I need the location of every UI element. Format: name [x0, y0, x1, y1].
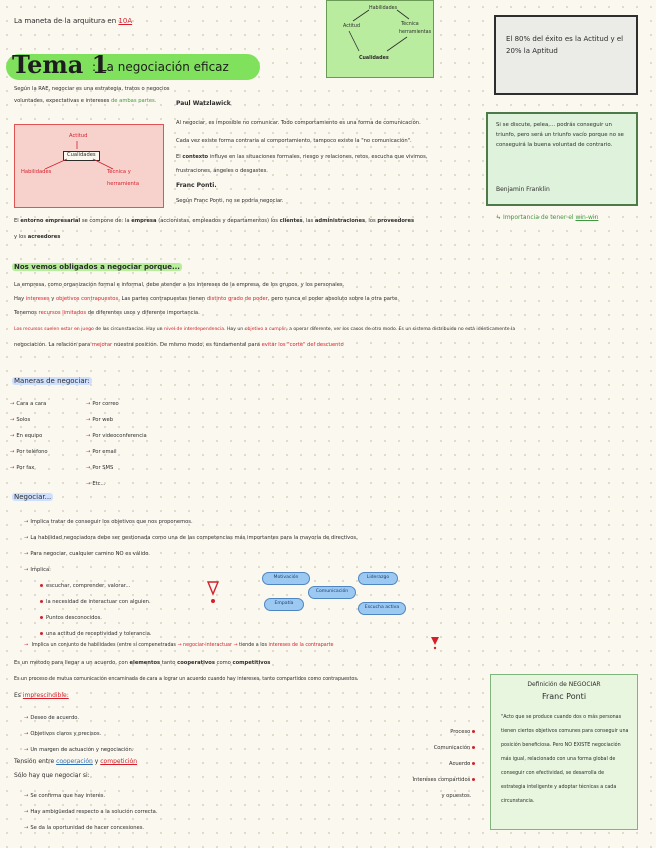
maneras-item-label: Solos [16, 417, 31, 423]
imprescindible-item: → Deseo de acuerdo. [24, 715, 79, 721]
obligado-l2 [14, 296, 399, 304]
negociar-last-line: → Implica un conjunto de habilidades (entre sí compenetradas → negociar-interactuar → tiende a los intereses de la contraparte [24, 643, 334, 648]
solo-item: → Se confirma que hay interés. [24, 793, 106, 799]
section-negociar-heading [12, 494, 53, 502]
entorno-f: clientes [279, 218, 303, 224]
ob-l2d: objetivos contrapuestos [55, 296, 119, 302]
negociar-subitem-label: la necesidad de interactuar con alguien. [46, 599, 151, 605]
entorno-j: proveedores [377, 218, 415, 224]
title-sub: : La negociación eficaz [92, 60, 229, 74]
method-b: elementos [129, 660, 161, 666]
intro-p3a: El [176, 154, 181, 160]
tension-d: competición [100, 758, 138, 765]
quote-box [494, 15, 638, 95]
negociar-last-c: tiende a los [239, 643, 267, 648]
cloud-comunicacion: Comunicación [308, 586, 356, 599]
negociar-subitem [40, 626, 152, 642]
negociar-subitem-label: una actitud de receptividad y tolerancia. [46, 631, 152, 637]
intro-author: Paul Watzlawick [176, 100, 231, 107]
pink-label-actitud: Actitud [69, 133, 88, 139]
entorno-e: (accionistas, empleados y departamentos) los [158, 218, 278, 224]
right-list-label: Comunicación [433, 745, 471, 751]
ob-l4g: , a operar diferente, ver los casos de otro modo. Es un sistema distribuido no está idénticamente la [286, 327, 516, 332]
negociar-last-b: negociar-interactuar [183, 643, 232, 648]
impr-item-label: Deseo de acuerdo. [30, 715, 79, 721]
obligado-l5 [14, 342, 344, 350]
intro-p3c: influye en las situaciones formales, riesgo y relaciones, retos, escucha que vivimos, [209, 154, 428, 160]
negociar-subitems [40, 578, 152, 642]
ob-l4f: objetivo a cumplir [244, 327, 287, 332]
pink-diagram-arrows [15, 125, 163, 207]
tension-a: Tensión entre [14, 758, 55, 765]
ob-l3a: Tenemos [14, 310, 37, 316]
franklin-author: Benjamin Franklin [496, 186, 550, 193]
entorno-c: se compone de: la [81, 218, 130, 224]
ob-l5b: mejorar [91, 342, 113, 348]
arrow-icon: → [177, 643, 182, 648]
maneras-item: → En equipo [10, 433, 43, 439]
solo-item: → Hay ambigüedad respecto a la solución correcta. [24, 809, 158, 815]
top-title [14, 18, 132, 26]
definition-box [490, 674, 638, 830]
solo-item-label: Hay ambigüedad respecto a la solución correcta. [30, 809, 158, 815]
entorno-a: El [14, 218, 19, 224]
intro-line-2a: voluntades, expectativas e intereses [14, 98, 110, 104]
maneras-item: → Solos [10, 417, 31, 423]
cloud-empatia: Empatía [264, 598, 304, 611]
entorno-h: administraciones [314, 218, 366, 224]
negociar-item-label: Implica: [30, 567, 51, 573]
negociar-item: → La habilidad negociadora debe ser gestionada como una de las competencias más importantes para la mayoría de directivos. [24, 535, 358, 541]
quote-text: El 80% del éxito es la Actitud y el 20% la Aptitud [506, 35, 624, 55]
ob-l2g: , pero nunca el poder absoluto sobre la otra parte. [267, 296, 399, 302]
intro-p3b: contexto [182, 154, 209, 160]
maneras-item: → Por fax [10, 465, 35, 471]
section-obligado-heading [12, 264, 182, 272]
intro-p4: frustraciones, ángeles o desgastes. [176, 168, 268, 174]
method-f: competitivos [232, 660, 271, 666]
maneras-item-label: Etc... [92, 481, 106, 487]
negociar-subitem-label: Puntos desconocidos. [46, 615, 102, 621]
maneras-item: → Etc... [86, 481, 106, 487]
solo-heading: Sólo hay que negociar si: [14, 772, 90, 779]
right-list-item [398, 772, 478, 788]
top-diagram [326, 0, 434, 78]
negociar-subitem [40, 594, 152, 610]
negociar-subitem [40, 578, 152, 594]
negociar-last-d: intereses de la contraparte [268, 643, 334, 648]
negociar-item: → Para negociar, cualquier camino NO es válido. [24, 551, 150, 557]
maneras-item: → Cara a cara [10, 401, 47, 407]
maneras-item-label: Por correo [92, 401, 119, 407]
definition-text: "Acto que se produce cuando dos o más personas tienen ciertos objetivos comunes para conseguir una posición beneficiosa. Pero NO EXISTE negociación más igual, relacionado con una forma global de conseguir con efectividad, se desarrolla de estrategia inteligente y adoptar técnicas a cada circunstancia. [501, 715, 629, 804]
intro-p2: Cada vez existe forma contraria al comportamiento, tampoco existe la "no comunicación". [176, 138, 412, 144]
right-list [398, 724, 478, 804]
top-diagram-label-herramientas: herramientas [399, 30, 432, 35]
entorno-2b: acreedores [27, 234, 61, 240]
entorno-2a: y los [14, 234, 27, 240]
negociar-last-a: Implica un conjunto de habilidades (entre sí compenetradas [31, 643, 176, 648]
impr-heading-b: imprescindible: [22, 692, 69, 699]
franklin-box [486, 112, 638, 206]
tension-b: cooperación [56, 758, 93, 765]
maneras-item-label: Por email [92, 449, 117, 455]
maneras-item-label: Cara a cara [16, 401, 47, 407]
ob-l2b: intereses [25, 296, 50, 302]
pink-label-cualidades: Cualidades [63, 151, 100, 161]
right-list-item [398, 724, 478, 740]
ob-l4e: . Hay un [224, 327, 244, 332]
right-list-label: Proceso [450, 729, 471, 735]
ob-l2f: distinto grado de poder [206, 296, 268, 302]
ob-l3c: de diferentes usos y diferente importancia. [87, 310, 200, 316]
top-title-suffix: en [107, 17, 117, 25]
maneras-item: → Por correo [86, 401, 119, 407]
maneras-item-label: Por web [92, 417, 113, 423]
ob-l2c: y [51, 296, 55, 302]
top-diagram-label-actitud: Actitud [343, 24, 361, 29]
right-list-label: Acuerdo [449, 761, 471, 767]
intro-line-2b: de ambas partes. [111, 98, 157, 104]
maneras-item: → Por videoconferencia [86, 433, 147, 439]
top-diagram-arrows [327, 1, 433, 77]
maneras-col-1 [10, 396, 48, 476]
right-list-item [398, 788, 478, 804]
warning-icon-small [430, 636, 440, 650]
pink-label-tecnica: Técnica y [107, 169, 131, 175]
entorno-line-1 [14, 218, 414, 226]
intro-line-2 [14, 98, 156, 106]
ob-l4b: en juego [73, 327, 94, 332]
intro-line-1: Según la RAE, negociar es una estrategia, tratos o negocios [14, 86, 170, 92]
cloud-escucha-activa: Escucha activa [358, 602, 406, 615]
section-maneras-title: Maneras de negociar: [14, 377, 90, 385]
top-title-tag: 10A [118, 17, 133, 25]
ob-l3b: recursos limitados [38, 310, 87, 316]
title-main: Tema 1 [12, 50, 109, 79]
negociar-subitem [40, 610, 152, 626]
maneras-item-label: Por teléfono [16, 449, 48, 455]
obligado-l3 [14, 310, 200, 318]
method-c: tanto [161, 660, 176, 666]
maneras-item: → Por teléfono [10, 449, 48, 455]
right-list-label: y opuestos. [441, 793, 472, 799]
cloud-motivacion: Motivación [262, 572, 310, 585]
ob-l4d: nivel de interdependencia [164, 327, 225, 332]
top-diagram-label-habilidades: Habilidades [369, 6, 398, 11]
solo-item-label: Se da la oportunidad de hacer concesiones. [30, 825, 145, 831]
importance-arrow-icon: ↳ [496, 214, 503, 221]
impr-item-label: Un margen de actuación y negociación. [30, 747, 134, 753]
solo-item-label: Se confirma que hay interés. [30, 793, 106, 799]
imprescindible-items [24, 710, 133, 758]
ob-l2e: . Las partes contrapuestas tienen [118, 296, 206, 302]
obligado-l4 [14, 326, 515, 334]
negociar-items [24, 514, 358, 578]
solo-items [24, 788, 158, 836]
intro-p5: Según Franc Ponti, no se podría negociar. [176, 198, 284, 204]
maneras-item-label: En equipo [16, 433, 43, 439]
section-maneras-heading [12, 378, 92, 386]
right-list-label: Intereses compartidos [412, 777, 471, 783]
importance-note-text: Importancia de tener el [502, 214, 576, 221]
pink-label-habilidades: Habilidades [21, 169, 52, 175]
top-diagram-label-tecnica: Técnica [401, 22, 419, 27]
tension-c: y [94, 758, 99, 765]
entorno-b: entorno empresarial [20, 218, 81, 224]
pink-label-herramienta: herramienta [107, 181, 140, 187]
maneras-col-2 [86, 396, 147, 492]
method-d: cooperativos [177, 660, 215, 666]
negociar-item: → Implica tratar de conseguir los objetivos que nos proponemos. [24, 519, 193, 525]
imprescindible-heading [14, 692, 69, 700]
section-obligado-title: Nos vemos obligados a negociar porque... [14, 263, 180, 271]
intro-p1: Al negociar, es imposible no comunicar. Todo comportamiento es una forma de comunicación. [176, 120, 421, 126]
ob-l5c: nuestra posición. De mismo modo, es fundamental para [113, 342, 260, 348]
franklin-quote: Si se discute, pelea,... podrás conseguir un triunfo, pero será un triunfo vacío porque no se conseguirá la buena voluntad de contrario. [496, 122, 624, 148]
importance-note [496, 214, 598, 222]
pink-diagram [14, 124, 164, 208]
definition-author: Franc Ponti [541, 692, 587, 701]
intro-author-2: Franc Ponti. [176, 182, 217, 189]
negociar-subitem-label: escuchar, comprender, valorar... [46, 583, 131, 589]
imprescindible-item: → Objetivos claros y precisos. [24, 731, 102, 737]
negociar-method [14, 660, 270, 668]
maneras-item: → Por web [86, 417, 113, 423]
right-list-item [398, 756, 478, 772]
entorno-i: , los [365, 218, 376, 224]
maneras-item-label: Por fax [16, 465, 35, 471]
method-e: como [216, 660, 231, 666]
intro-p3 [176, 154, 427, 162]
negociar-item-label: Para negociar, cualquier camino NO es válido. [30, 551, 150, 557]
maneras-item-label: Por videoconferencia [92, 433, 147, 439]
arrow-icon: → [233, 643, 238, 648]
imprescindible-item: → Un margen de actuación y negociación. [24, 747, 134, 753]
entorno-d: empresa [131, 218, 157, 224]
top-title-text: La maneta de la arquitura [14, 17, 106, 25]
impr-item-label: Objetivos claros y precisos. [30, 731, 102, 737]
negociar-item-label: La habilidad negociadora debe ser gestionada como una de las competencias más importantes para la mayoría de directivos. [30, 535, 358, 541]
cloud-liderazgo: Liderazgo [358, 572, 398, 585]
top-diagram-label-cualidades: Cualidades [359, 56, 389, 61]
maneras-item: → Por SMS [86, 465, 114, 471]
ob-l5a: negociación. La relación para [14, 342, 91, 348]
negociar-process: Es un proceso de mutua comunicación encaminada de cara a lograr un acuerdo cuando hay intereses, tanto compartidos como contrapuestos. [14, 677, 359, 682]
entorno-line-2 [14, 234, 60, 242]
ob-l4c: de las circunstancias. Hay un [95, 327, 163, 332]
right-list-item [398, 740, 478, 756]
maneras-item-label: Por SMS [92, 465, 114, 471]
negociar-item-label: Implica tratar de conseguir los objetivos que nos proponemos. [30, 519, 193, 525]
negociar-item: → Implica: [24, 567, 51, 573]
impr-heading-a: Es [14, 692, 21, 699]
solo-item: → Se da la oportunidad de hacer concesiones. [24, 825, 145, 831]
method-a: Es un método para llegar a un acuerdo, con [14, 660, 128, 666]
ob-l2a: Hay [14, 296, 25, 302]
ob-l5d: evitar los "corte" del descuento [261, 342, 344, 348]
warning-icon [206, 580, 220, 606]
obligado-l1: La empresa, como organización formal e informal, debe atender a los intereses de la empresa, de los grupos, y los personales. [14, 282, 345, 288]
maneras-item: → Por email [86, 449, 117, 455]
definition-heading: Definición de NEGOCIAR [527, 681, 601, 688]
importance-note-winwin: win-win [575, 214, 599, 221]
section-negociar-title: Negociar... [14, 493, 52, 501]
entorno-g: , las [302, 218, 314, 224]
ob-l4a: Los recursos suelen estar [14, 327, 73, 332]
tension-line [14, 758, 137, 766]
